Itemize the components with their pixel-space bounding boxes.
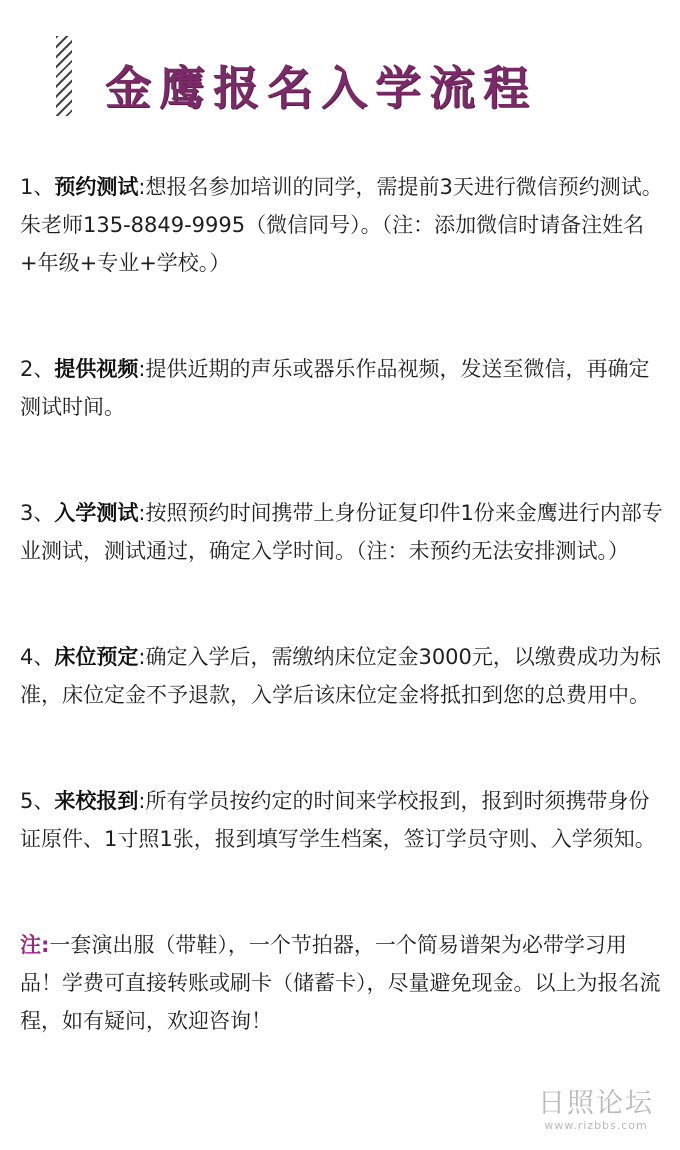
step-number: 5、 <box>20 789 55 813</box>
step-label: 来校报到 <box>54 789 139 813</box>
step-text: 确定入学后，需缴纳床位定金3000元，以缴费成功为标准，床位定金不予退款，入学后该床位定金将抵扣到您的总费用中。 <box>20 645 661 707</box>
step-label: 提供视频 <box>54 357 139 381</box>
step-4 <box>20 638 668 714</box>
note-paragraph <box>20 926 668 1040</box>
decorative-hatch-icon <box>56 36 72 116</box>
step-text: 想报名参加培训的同学，需提前3天进行微信预约测试。朱老师135-8849-9995（微信同号）。（注：添加微信时请备注姓名+年级+专业+学校。） <box>20 175 663 275</box>
step-separator: : <box>138 501 146 525</box>
step-label: 入学测试 <box>54 501 139 525</box>
step-separator: : <box>138 175 146 199</box>
process-content <box>20 168 668 1040</box>
step-number: 2、 <box>20 357 55 381</box>
watermark-main: 日照论坛 <box>538 1088 654 1119</box>
step-label: 预约测试 <box>54 175 139 199</box>
step-separator: : <box>138 357 146 381</box>
watermark-sub: www.rizbbs.com <box>544 1119 648 1132</box>
step-1 <box>20 168 668 282</box>
note-text: 一套演出服（带鞋），一个节拍器，一个简易谱架为必带学习用品！学费可直接转账或刷卡（储蓄卡），尽量避免现金。以上为报名流程，如有疑问，欢迎咨询！ <box>20 933 661 1033</box>
step-number: 3、 <box>20 501 55 525</box>
step-separator: : <box>138 645 146 669</box>
step-text: 所有学员按约定的时间来学校报到，报到时须携带身份证原件、1寸照1张，报到填写学生档案，签订学员守则、入学须知。 <box>20 789 656 851</box>
step-number: 4、 <box>20 645 55 669</box>
step-2 <box>20 350 668 426</box>
page-title: 金鹰报名入学流程 <box>105 61 537 115</box>
step-text: 提供近期的声乐或器乐作品视频，发送至微信，再确定测试时间。 <box>20 357 650 419</box>
step-text: 按照预约时间携带上身份证复印件1份来金鹰进行内部专业测试，测试通过，确定入学时间。（注：未预约无法安排测试。） <box>20 501 663 563</box>
note-label: 注: <box>20 933 50 957</box>
step-5 <box>20 782 668 858</box>
watermark-logo <box>538 1089 654 1132</box>
step-3 <box>20 494 668 570</box>
step-separator: : <box>138 789 146 813</box>
step-label: 床位预定 <box>54 645 139 669</box>
step-number: 1、 <box>20 175 55 199</box>
